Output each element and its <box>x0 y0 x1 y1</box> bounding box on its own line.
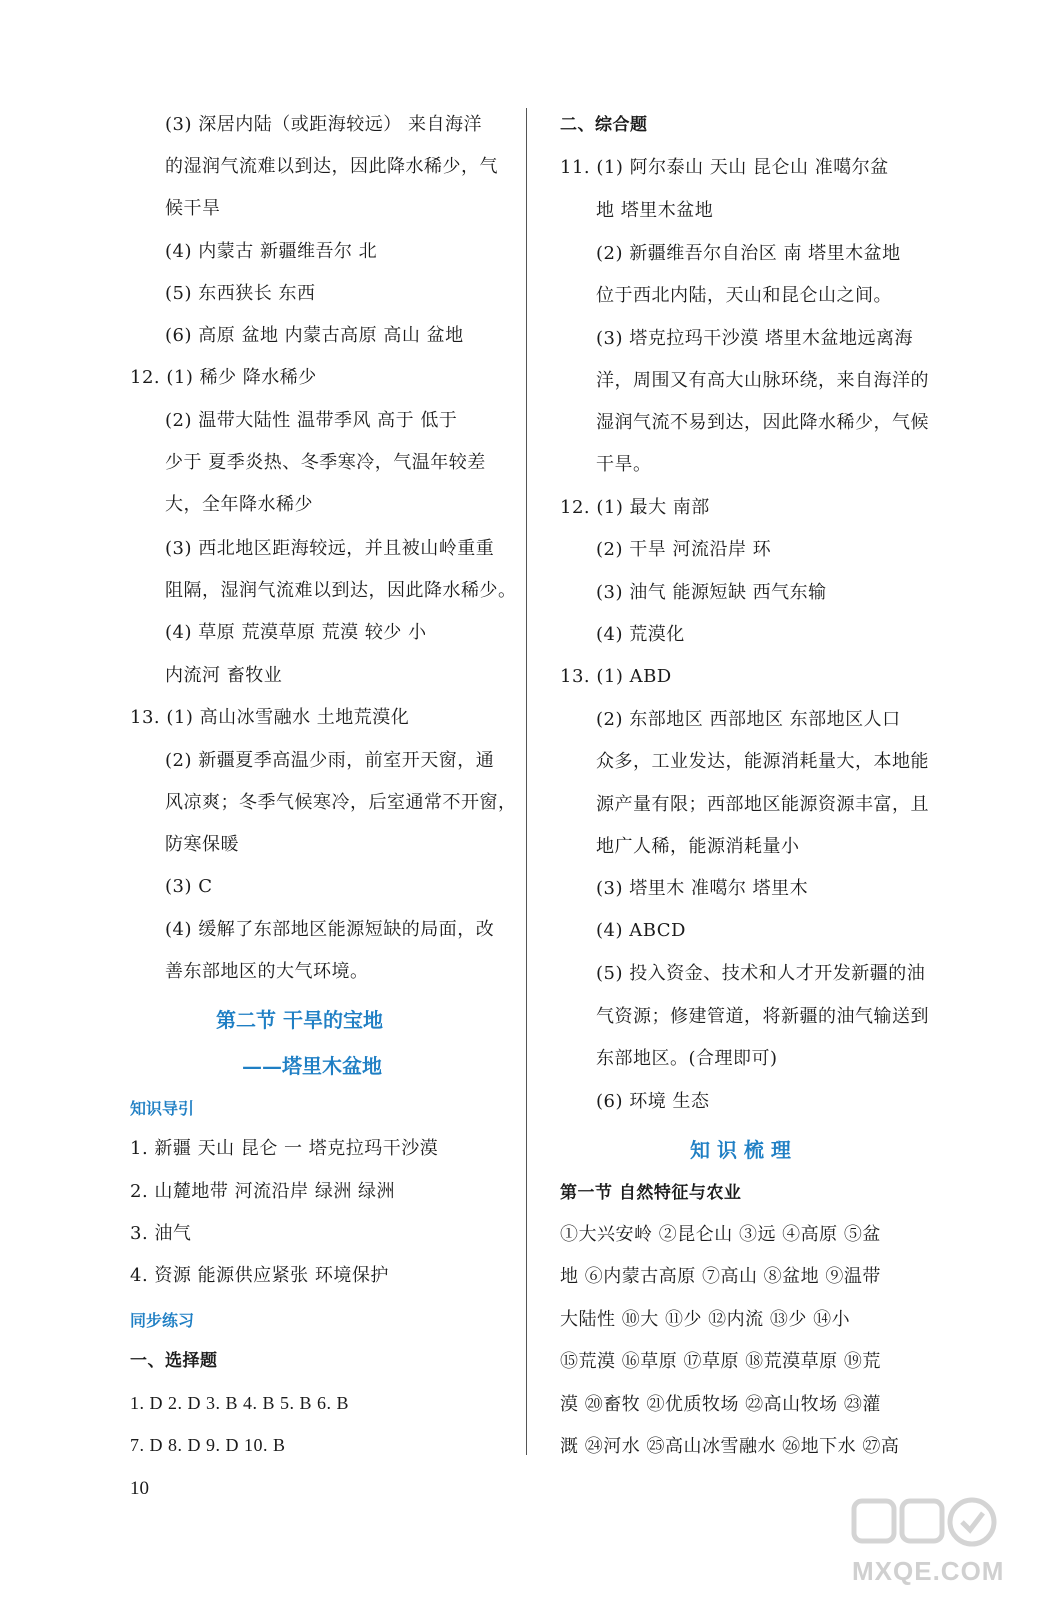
text-line: (4) 内蒙古 新疆维吾尔 北 <box>165 241 378 262</box>
text-line: 洋，周围又有高大山脉环绕，来自海洋的 <box>596 370 929 391</box>
text-line: (6) 高原 盆地 内蒙古高原 高山 盆地 <box>165 325 464 346</box>
label-sync-practice: 同步练习 <box>130 1311 195 1330</box>
text-line: 2. 山麓地带 河流沿岸 绿洲 绿洲 <box>130 1181 396 1202</box>
text-line: 的湿润气流难以到达，因此降水稀少，气 <box>165 156 498 177</box>
text-line: 地广人稀，能源消耗量小 <box>596 836 800 857</box>
text-line: 少于 夏季炎热、冬季寒冷，气温年较差 <box>165 452 486 473</box>
text-line: 3. 油气 <box>130 1223 192 1244</box>
text-line: 干旱。 <box>596 454 652 475</box>
text-line: 湿润气流不易到达，因此降水稀少，气候 <box>596 412 929 433</box>
text-line: (4) 草原 荒漠草原 荒漠 较少 小 <box>165 622 427 643</box>
text-line: 12. (1) 最大 南部 <box>560 497 710 518</box>
text-line: (3) 塔克拉玛干沙漠 塔里木盆地远离海 <box>596 328 913 349</box>
text-line: (4) ABCD <box>596 920 686 941</box>
heading-comprehensive: 二、综合题 <box>560 115 648 135</box>
text-line: 防寒保暖 <box>165 834 239 855</box>
text-line: 7. D 8. D 9. D 10. B <box>130 1435 286 1455</box>
text-line: 大，全年降水稀少 <box>165 494 313 515</box>
text-line: 阻隔，湿润气流难以到达，因此降水稀少。 <box>165 580 517 601</box>
text-line: 众多，工业发达，能源消耗量大，本地能 <box>596 751 929 772</box>
text-line: (2) 温带大陆性 温带季风 高于 低于 <box>165 410 458 431</box>
text-line: 11. (1) 阿尔泰山 天山 昆仑山 准噶尔盆 <box>560 157 889 178</box>
text-line: 1. D 2. D 3. B 4. B 5. B 6. B <box>130 1393 350 1413</box>
text-line: 气资源；修建管道，将新疆的油气输送到 <box>596 1006 929 1027</box>
page-number: 10 <box>130 1478 149 1499</box>
text-line: (2) 东部地区 西部地区 东部地区人口 <box>596 709 901 730</box>
text-line: ⑮荒漠 ⑯草原 ⑰草原 ⑱荒漠草原 ⑲荒 <box>560 1351 881 1372</box>
text-line: 1. 新疆 天山 昆仑 一 塔克拉玛干沙漠 <box>130 1138 439 1159</box>
text-line: 善东部地区的大气环境。 <box>165 961 369 982</box>
text-line: (4) 缓解了东部地区能源短缺的局面，改 <box>165 919 495 940</box>
section-title: 第二节 干旱的宝地 <box>216 1008 383 1032</box>
text-line: (4) 荒漠化 <box>596 624 685 645</box>
text-line: (2) 干旱 河流沿岸 环 <box>596 539 772 560</box>
column-divider <box>526 108 527 1455</box>
text-line: (2) 新疆维吾尔自治区 南 塔里木盆地 <box>596 243 901 264</box>
text-line: (3) 深居内陆（或距海较远） 来自海洋 <box>165 114 482 135</box>
text-line: 地 ⑥内蒙古高原 ⑦高山 ⑧盆地 ⑨温带 <box>560 1266 881 1287</box>
text-line: 源产量有限；西部地区能源资源丰富，且 <box>596 794 929 815</box>
subheading-section-one: 第一节 自然特征与农业 <box>560 1183 742 1203</box>
text-line: 位于西北内陆，天山和昆仑山之间。 <box>596 285 892 306</box>
watermark-text: MXQE.COM <box>852 1556 1005 1586</box>
text-line: (3) 塔里木 准噶尔 塔里木 <box>596 878 809 899</box>
section-title-summary: 知 识 梳 理 <box>690 1138 791 1162</box>
text-line: 地 塔里木盆地 <box>596 200 714 221</box>
text-line: 候干旱 <box>165 198 221 219</box>
text-line: 漠 ⑳畜牧 ㉑优质牧场 ㉒高山牧场 ㉓灌 <box>560 1394 881 1415</box>
heading-choice: 一、选择题 <box>130 1351 218 1371</box>
text-line: 内流河 畜牧业 <box>165 665 283 686</box>
text-line: 12. (1) 稀少 降水稀少 <box>130 367 317 388</box>
text-line: (3) C <box>165 876 213 897</box>
section-subtitle: ——塔里木盆地 <box>242 1054 382 1078</box>
text-line: (5) 东西狭长 东西 <box>165 283 316 304</box>
text-line: (6) 环境 生态 <box>596 1091 710 1112</box>
text-line: (2) 新疆夏季高温少雨，前室开天窗，通 <box>165 750 495 771</box>
text-line: (5) 投入资金、技术和人才开发新疆的油 <box>596 963 926 984</box>
text-line: 东部地区。(合理即可) <box>596 1048 778 1069</box>
text-line: 溉 ㉔河水 ㉕高山冰雪融水 ㉖地下水 ㉗高 <box>560 1436 900 1457</box>
text-line: (3) 油气 能源短缺 西气东输 <box>596 582 827 603</box>
text-line: 4. 资源 能源供应紧张 环境保护 <box>130 1265 389 1286</box>
text-line: ①大兴安岭 ②昆仑山 ③远 ④高原 ⑤盆 <box>560 1224 881 1245</box>
text-line: 13. (1) ABD <box>560 666 672 687</box>
text-line: 大陆性 ⑩大 ⑪少 ⑫内流 ⑬少 ⑭小 <box>560 1309 851 1330</box>
text-line: (3) 西北地区距海较远，并且被山岭重重 <box>165 538 495 559</box>
text-line: 13. (1) 高山冰雪融水 土地荒漠化 <box>130 707 410 728</box>
label-knowledge-guide: 知识导引 <box>130 1099 195 1118</box>
text-line: 风凉爽；冬季气候寒冷，后室通常不开窗， <box>165 792 517 813</box>
